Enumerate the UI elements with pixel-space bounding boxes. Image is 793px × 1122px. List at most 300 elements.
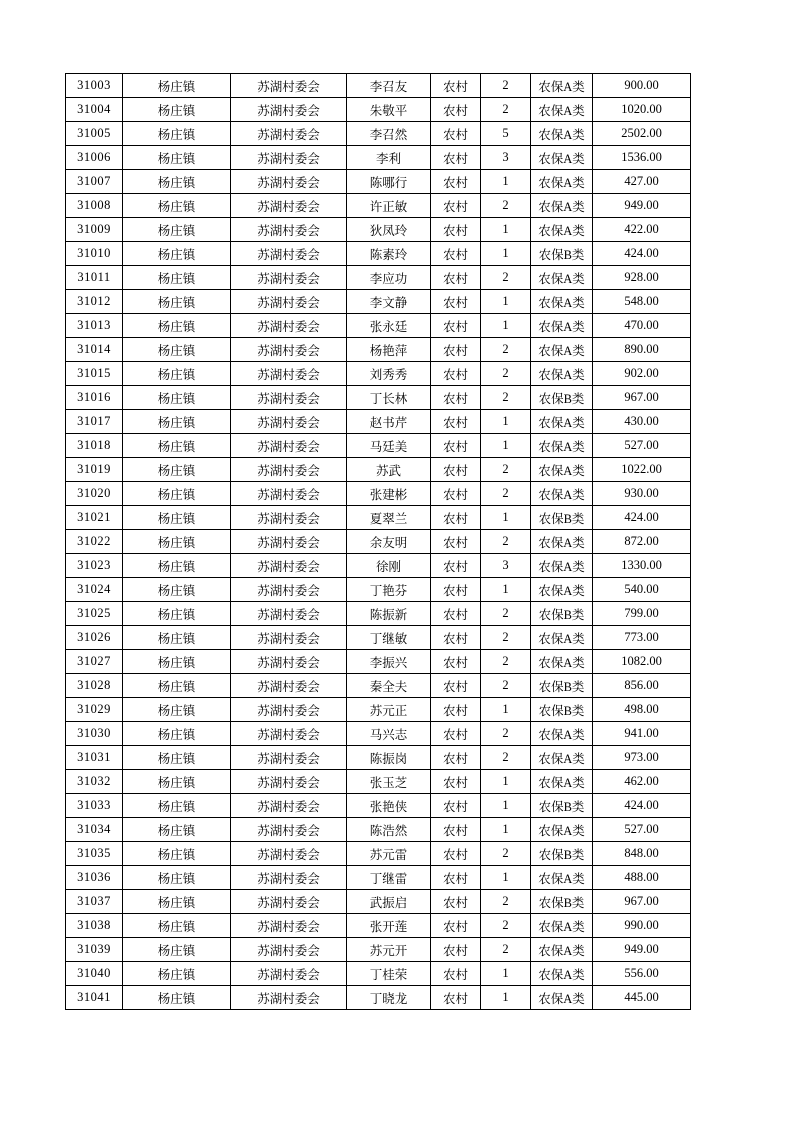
cell-town: 杨庄镇: [123, 146, 231, 170]
cell-amount: 498.00: [593, 698, 691, 722]
cell-village: 苏湖村委会: [231, 434, 347, 458]
cell-type: 农村: [431, 458, 481, 482]
cell-category: 农保A类: [531, 986, 593, 1010]
cell-type: 农村: [431, 314, 481, 338]
cell-category: 农保A类: [531, 722, 593, 746]
cell-name: 张永廷: [347, 314, 431, 338]
cell-category: 农保B类: [531, 386, 593, 410]
cell-type: 农村: [431, 362, 481, 386]
cell-village: 苏湖村委会: [231, 266, 347, 290]
cell-count: 2: [481, 266, 531, 290]
table-row: [66, 458, 691, 482]
cell-amount: 930.00: [593, 482, 691, 506]
cell-id: 31030: [66, 722, 123, 746]
cell-town: 杨庄镇: [123, 746, 231, 770]
cell-town: 杨庄镇: [123, 290, 231, 314]
cell-count: 1: [481, 794, 531, 818]
cell-type: 农村: [431, 74, 481, 98]
cell-name: 武振启: [347, 890, 431, 914]
cell-category: 农保A类: [531, 818, 593, 842]
cell-amount: 540.00: [593, 578, 691, 602]
cell-count: 2: [481, 74, 531, 98]
cell-count: 2: [481, 362, 531, 386]
cell-village: 苏湖村委会: [231, 458, 347, 482]
cell-count: 2: [481, 194, 531, 218]
table-row: [66, 98, 691, 122]
cell-id: 31039: [66, 938, 123, 962]
cell-count: 3: [481, 554, 531, 578]
cell-id: 31005: [66, 122, 123, 146]
table-row: [66, 218, 691, 242]
cell-type: 农村: [431, 482, 481, 506]
cell-count: 2: [481, 746, 531, 770]
cell-category: 农保A类: [531, 482, 593, 506]
table-row: [66, 290, 691, 314]
cell-category: 农保B类: [531, 842, 593, 866]
cell-category: 农保B类: [531, 698, 593, 722]
cell-id: 31012: [66, 290, 123, 314]
cell-amount: 424.00: [593, 506, 691, 530]
cell-village: 苏湖村委会: [231, 650, 347, 674]
cell-id: 31008: [66, 194, 123, 218]
cell-town: 杨庄镇: [123, 866, 231, 890]
cell-amount: 799.00: [593, 602, 691, 626]
cell-village: 苏湖村委会: [231, 506, 347, 530]
cell-count: 1: [481, 818, 531, 842]
cell-id: 31029: [66, 698, 123, 722]
cell-name: 赵书芹: [347, 410, 431, 434]
table-row: [66, 554, 691, 578]
table-row: [66, 482, 691, 506]
cell-town: 杨庄镇: [123, 506, 231, 530]
cell-type: 农村: [431, 746, 481, 770]
table-row: [66, 650, 691, 674]
cell-count: 1: [481, 314, 531, 338]
cell-id: 31011: [66, 266, 123, 290]
table-row: [66, 626, 691, 650]
cell-amount: 556.00: [593, 962, 691, 986]
cell-amount: 1330.00: [593, 554, 691, 578]
cell-amount: 1020.00: [593, 98, 691, 122]
cell-category: 农保B类: [531, 506, 593, 530]
cell-village: 苏湖村委会: [231, 818, 347, 842]
cell-town: 杨庄镇: [123, 626, 231, 650]
cell-category: 农保A类: [531, 338, 593, 362]
cell-id: 31015: [66, 362, 123, 386]
table-row: [66, 506, 691, 530]
cell-type: 农村: [431, 578, 481, 602]
cell-id: 31035: [66, 842, 123, 866]
cell-category: 农保A类: [531, 530, 593, 554]
cell-village: 苏湖村委会: [231, 626, 347, 650]
cell-name: 李召然: [347, 122, 431, 146]
cell-town: 杨庄镇: [123, 794, 231, 818]
cell-category: 农保A类: [531, 410, 593, 434]
cell-count: 1: [481, 986, 531, 1010]
cell-amount: 422.00: [593, 218, 691, 242]
cell-id: 31027: [66, 650, 123, 674]
cell-count: 2: [481, 842, 531, 866]
cell-category: 农保A类: [531, 938, 593, 962]
cell-village: 苏湖村委会: [231, 74, 347, 98]
cell-amount: 967.00: [593, 890, 691, 914]
cell-amount: 427.00: [593, 170, 691, 194]
cell-amount: 773.00: [593, 626, 691, 650]
cell-id: 31004: [66, 98, 123, 122]
cell-id: 31023: [66, 554, 123, 578]
cell-count: 1: [481, 410, 531, 434]
cell-village: 苏湖村委会: [231, 962, 347, 986]
cell-count: 3: [481, 146, 531, 170]
cell-amount: 1022.00: [593, 458, 691, 482]
cell-amount: 872.00: [593, 530, 691, 554]
cell-name: 朱敬平: [347, 98, 431, 122]
cell-id: 31032: [66, 770, 123, 794]
cell-category: 农保B类: [531, 890, 593, 914]
cell-town: 杨庄镇: [123, 218, 231, 242]
table-row: [66, 842, 691, 866]
cell-name: 李振兴: [347, 650, 431, 674]
table-row: [66, 890, 691, 914]
cell-type: 农村: [431, 986, 481, 1010]
cell-count: 2: [481, 602, 531, 626]
cell-id: 31040: [66, 962, 123, 986]
cell-id: 31020: [66, 482, 123, 506]
cell-village: 苏湖村委会: [231, 578, 347, 602]
table-row: [66, 770, 691, 794]
cell-village: 苏湖村委会: [231, 986, 347, 1010]
cell-town: 杨庄镇: [123, 962, 231, 986]
cell-amount: 488.00: [593, 866, 691, 890]
cell-type: 农村: [431, 962, 481, 986]
cell-id: 31003: [66, 74, 123, 98]
cell-village: 苏湖村委会: [231, 386, 347, 410]
cell-count: 1: [481, 170, 531, 194]
cell-count: 1: [481, 962, 531, 986]
cell-name: 狄凤玲: [347, 218, 431, 242]
table-row: [66, 578, 691, 602]
cell-amount: 424.00: [593, 242, 691, 266]
table-row: [66, 314, 691, 338]
cell-type: 农村: [431, 650, 481, 674]
cell-amount: 900.00: [593, 74, 691, 98]
cell-town: 杨庄镇: [123, 434, 231, 458]
cell-type: 农村: [431, 938, 481, 962]
cell-id: 31034: [66, 818, 123, 842]
table-row: [66, 434, 691, 458]
cell-type: 农村: [431, 266, 481, 290]
cell-count: 1: [481, 290, 531, 314]
table-row: [66, 674, 691, 698]
cell-name: 陈振岗: [347, 746, 431, 770]
cell-category: 农保A类: [531, 626, 593, 650]
cell-category: 农保B类: [531, 674, 593, 698]
cell-town: 杨庄镇: [123, 314, 231, 338]
cell-amount: 856.00: [593, 674, 691, 698]
cell-category: 农保A类: [531, 98, 593, 122]
cell-type: 农村: [431, 98, 481, 122]
cell-name: 丁桂荣: [347, 962, 431, 986]
cell-id: 31010: [66, 242, 123, 266]
cell-village: 苏湖村委会: [231, 938, 347, 962]
cell-town: 杨庄镇: [123, 458, 231, 482]
cell-village: 苏湖村委会: [231, 98, 347, 122]
cell-category: 农保A类: [531, 74, 593, 98]
table-row: [66, 146, 691, 170]
cell-town: 杨庄镇: [123, 578, 231, 602]
cell-village: 苏湖村委会: [231, 194, 347, 218]
cell-town: 杨庄镇: [123, 722, 231, 746]
cell-amount: 890.00: [593, 338, 691, 362]
cell-type: 农村: [431, 242, 481, 266]
cell-type: 农村: [431, 434, 481, 458]
cell-id: 31016: [66, 386, 123, 410]
cell-town: 杨庄镇: [123, 266, 231, 290]
cell-count: 2: [481, 914, 531, 938]
cell-type: 农村: [431, 722, 481, 746]
cell-town: 杨庄镇: [123, 338, 231, 362]
cell-type: 农村: [431, 170, 481, 194]
table-row: [66, 938, 691, 962]
cell-id: 31028: [66, 674, 123, 698]
table-row: [66, 266, 691, 290]
cell-name: 马廷美: [347, 434, 431, 458]
cell-name: 丁艳芬: [347, 578, 431, 602]
cell-name: 陈浩然: [347, 818, 431, 842]
cell-village: 苏湖村委会: [231, 146, 347, 170]
cell-count: 1: [481, 578, 531, 602]
cell-category: 农保B类: [531, 242, 593, 266]
table-row: [66, 194, 691, 218]
cell-town: 杨庄镇: [123, 818, 231, 842]
cell-type: 农村: [431, 842, 481, 866]
cell-village: 苏湖村委会: [231, 122, 347, 146]
cell-category: 农保A类: [531, 746, 593, 770]
cell-name: 丁继雷: [347, 866, 431, 890]
cell-name: 苏武: [347, 458, 431, 482]
cell-id: 31014: [66, 338, 123, 362]
table-row: [66, 74, 691, 98]
cell-name: 余友明: [347, 530, 431, 554]
cell-type: 农村: [431, 386, 481, 410]
cell-town: 杨庄镇: [123, 410, 231, 434]
cell-count: 2: [481, 674, 531, 698]
cell-name: 丁继敏: [347, 626, 431, 650]
cell-category: 农保A类: [531, 434, 593, 458]
cell-amount: 445.00: [593, 986, 691, 1010]
cell-name: 夏翠兰: [347, 506, 431, 530]
cell-town: 杨庄镇: [123, 770, 231, 794]
cell-count: 2: [481, 938, 531, 962]
cell-village: 苏湖村委会: [231, 602, 347, 626]
cell-count: 1: [481, 866, 531, 890]
cell-town: 杨庄镇: [123, 362, 231, 386]
cell-id: 31037: [66, 890, 123, 914]
cell-count: 2: [481, 482, 531, 506]
cell-type: 农村: [431, 818, 481, 842]
cell-village: 苏湖村委会: [231, 770, 347, 794]
cell-type: 农村: [431, 698, 481, 722]
cell-id: 31009: [66, 218, 123, 242]
cell-count: 1: [481, 506, 531, 530]
cell-town: 杨庄镇: [123, 914, 231, 938]
cell-id: 31024: [66, 578, 123, 602]
cell-type: 农村: [431, 122, 481, 146]
cell-category: 农保A类: [531, 770, 593, 794]
cell-name: 张艳侠: [347, 794, 431, 818]
cell-name: 秦全夫: [347, 674, 431, 698]
cell-count: 2: [481, 890, 531, 914]
table-row: [66, 818, 691, 842]
cell-count: 1: [481, 434, 531, 458]
cell-name: 张玉芝: [347, 770, 431, 794]
table-row: [66, 986, 691, 1010]
cell-village: 苏湖村委会: [231, 362, 347, 386]
cell-category: 农保A类: [531, 146, 593, 170]
cell-id: 31007: [66, 170, 123, 194]
cell-name: 李应功: [347, 266, 431, 290]
cell-name: 苏元雷: [347, 842, 431, 866]
cell-village: 苏湖村委会: [231, 890, 347, 914]
table-row: [66, 410, 691, 434]
cell-town: 杨庄镇: [123, 986, 231, 1010]
cell-id: 31038: [66, 914, 123, 938]
cell-town: 杨庄镇: [123, 842, 231, 866]
cell-id: 31026: [66, 626, 123, 650]
cell-type: 农村: [431, 866, 481, 890]
cell-amount: 990.00: [593, 914, 691, 938]
cell-name: 李利: [347, 146, 431, 170]
cell-amount: 941.00: [593, 722, 691, 746]
cell-category: 农保A类: [531, 914, 593, 938]
cell-category: 农保A类: [531, 218, 593, 242]
cell-village: 苏湖村委会: [231, 866, 347, 890]
cell-name: 杨艳萍: [347, 338, 431, 362]
cell-category: 农保A类: [531, 866, 593, 890]
cell-category: 农保A类: [531, 362, 593, 386]
cell-village: 苏湖村委会: [231, 338, 347, 362]
table-row: [66, 746, 691, 770]
cell-amount: 1082.00: [593, 650, 691, 674]
cell-amount: 527.00: [593, 434, 691, 458]
cell-id: 31006: [66, 146, 123, 170]
table-row: [66, 962, 691, 986]
cell-type: 农村: [431, 770, 481, 794]
cell-name: 许正敏: [347, 194, 431, 218]
cell-village: 苏湖村委会: [231, 722, 347, 746]
cell-name: 马兴志: [347, 722, 431, 746]
data-table: [65, 73, 691, 1010]
cell-town: 杨庄镇: [123, 674, 231, 698]
cell-town: 杨庄镇: [123, 242, 231, 266]
cell-type: 农村: [431, 530, 481, 554]
cell-category: 农保A类: [531, 266, 593, 290]
cell-type: 农村: [431, 290, 481, 314]
cell-amount: 973.00: [593, 746, 691, 770]
cell-town: 杨庄镇: [123, 98, 231, 122]
cell-id: 31017: [66, 410, 123, 434]
table-row: [66, 794, 691, 818]
table-row: [66, 386, 691, 410]
table-row: [66, 866, 691, 890]
cell-count: 1: [481, 242, 531, 266]
cell-count: 2: [481, 98, 531, 122]
cell-amount: 430.00: [593, 410, 691, 434]
cell-town: 杨庄镇: [123, 482, 231, 506]
table-row: [66, 602, 691, 626]
cell-town: 杨庄镇: [123, 554, 231, 578]
table-row: [66, 698, 691, 722]
cell-amount: 928.00: [593, 266, 691, 290]
cell-type: 农村: [431, 890, 481, 914]
cell-category: 农保A类: [531, 458, 593, 482]
cell-amount: 424.00: [593, 794, 691, 818]
cell-type: 农村: [431, 410, 481, 434]
cell-village: 苏湖村委会: [231, 794, 347, 818]
cell-category: 农保A类: [531, 290, 593, 314]
cell-id: 31019: [66, 458, 123, 482]
cell-type: 农村: [431, 626, 481, 650]
cell-name: 张建彬: [347, 482, 431, 506]
cell-amount: 470.00: [593, 314, 691, 338]
cell-id: 31031: [66, 746, 123, 770]
cell-town: 杨庄镇: [123, 890, 231, 914]
cell-amount: 949.00: [593, 194, 691, 218]
cell-town: 杨庄镇: [123, 386, 231, 410]
cell-town: 杨庄镇: [123, 194, 231, 218]
cell-count: 2: [481, 338, 531, 362]
cell-name: 李文静: [347, 290, 431, 314]
table-row: [66, 242, 691, 266]
cell-count: 1: [481, 698, 531, 722]
cell-category: 农保A类: [531, 554, 593, 578]
cell-type: 农村: [431, 602, 481, 626]
cell-amount: 548.00: [593, 290, 691, 314]
cell-town: 杨庄镇: [123, 170, 231, 194]
cell-category: 农保A类: [531, 170, 593, 194]
cell-town: 杨庄镇: [123, 602, 231, 626]
cell-name: 刘秀秀: [347, 362, 431, 386]
cell-category: 农保A类: [531, 122, 593, 146]
cell-town: 杨庄镇: [123, 938, 231, 962]
cell-category: 农保A类: [531, 194, 593, 218]
cell-amount: 1536.00: [593, 146, 691, 170]
cell-name: 张开莲: [347, 914, 431, 938]
cell-id: 31033: [66, 794, 123, 818]
cell-town: 杨庄镇: [123, 74, 231, 98]
cell-category: 农保A类: [531, 650, 593, 674]
cell-amount: 848.00: [593, 842, 691, 866]
cell-id: 31025: [66, 602, 123, 626]
cell-village: 苏湖村委会: [231, 290, 347, 314]
cell-id: 31018: [66, 434, 123, 458]
cell-type: 农村: [431, 554, 481, 578]
cell-town: 杨庄镇: [123, 650, 231, 674]
cell-id: 31036: [66, 866, 123, 890]
cell-type: 农村: [431, 674, 481, 698]
cell-count: 2: [481, 650, 531, 674]
cell-village: 苏湖村委会: [231, 218, 347, 242]
cell-village: 苏湖村委会: [231, 242, 347, 266]
cell-id: 31021: [66, 506, 123, 530]
cell-amount: 967.00: [593, 386, 691, 410]
cell-type: 农村: [431, 794, 481, 818]
cell-count: 2: [481, 722, 531, 746]
cell-count: 2: [481, 626, 531, 650]
cell-village: 苏湖村委会: [231, 410, 347, 434]
cell-id: 31041: [66, 986, 123, 1010]
cell-name: 丁晓龙: [347, 986, 431, 1010]
